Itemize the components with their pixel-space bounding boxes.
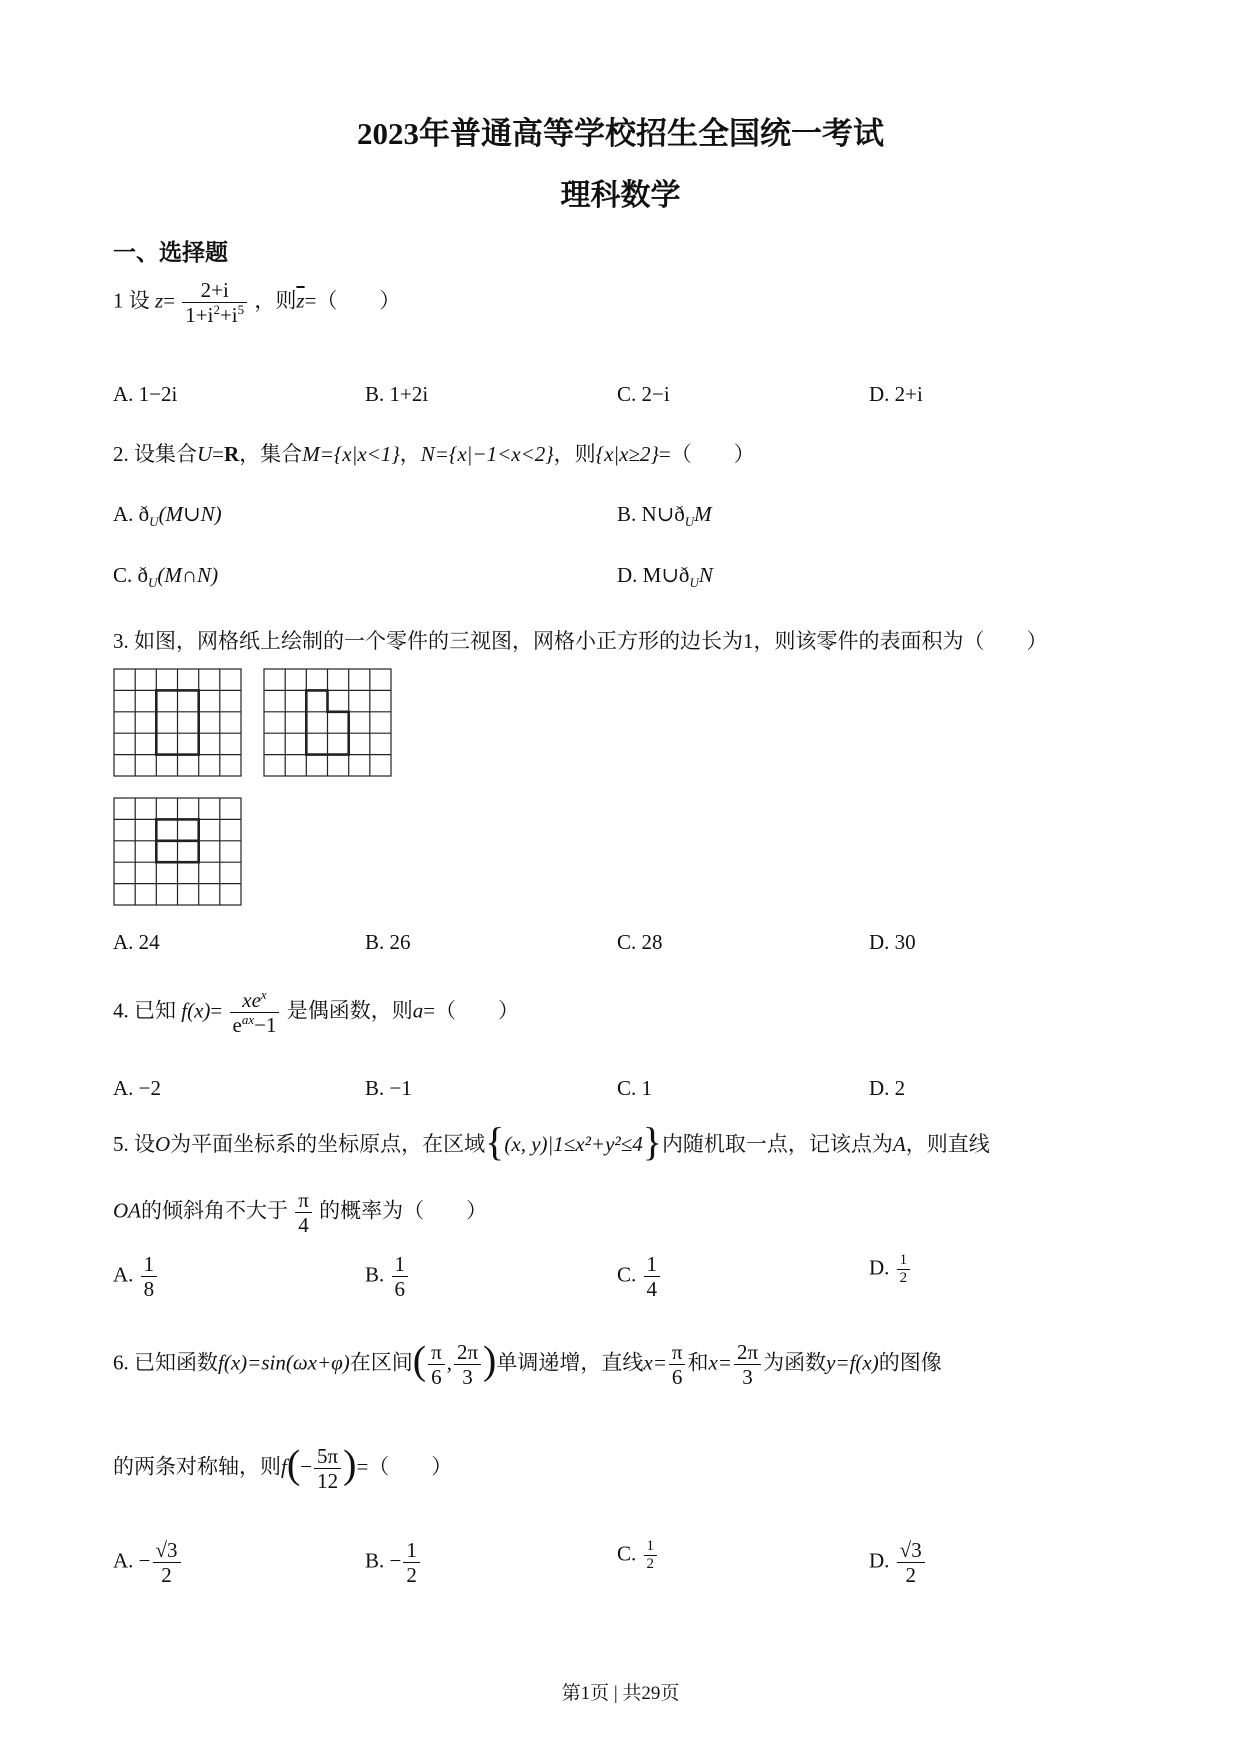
top-view-grid — [113, 797, 245, 909]
question-3: 3. 如图，网格纸上绘制的一个零件的三视图，网格小正方形的边长为1，则该零件的表面积为（ ） — [113, 629, 1048, 653]
q6-option-a[interactable]: A. − $\frac{√3}{2}$ — [113, 1538, 183, 1587]
q1-fraction: $\frac{2+i}{1+i^2+i^5}$ — [182, 278, 247, 327]
section-heading: 一、选择题 — [113, 240, 228, 265]
q3-option-c[interactable]: C. 28 — [617, 930, 663, 954]
q2-option-b[interactable]: B. $N\cup ð_UM$ — [617, 502, 712, 530]
q2-option-a[interactable]: A. $ð_U(M\cup N)$ — [113, 502, 222, 530]
q5-option-b[interactable]: B. $\frac{1}{6}$ — [365, 1252, 410, 1301]
q2-option-c[interactable]: C. $ð_U(M\cap N)$ — [113, 563, 219, 591]
var-z: z — [155, 288, 164, 313]
question-6-line-2: 的两条对称轴，则f(− $\frac{5\pi}{12}$ )=（ ） — [113, 1441, 453, 1494]
q1-option-c[interactable]: C. 2−i — [617, 382, 670, 406]
z-conjugate: $\overline{z}$ — [296, 288, 305, 313]
q6-option-b[interactable]: B. − $\frac{1}{2}$ — [365, 1538, 422, 1587]
q5-option-d[interactable]: D. $\frac{1}{2}$ — [869, 1252, 912, 1288]
q1-option-d[interactable]: D. 2+i — [869, 382, 923, 406]
q3-option-b[interactable]: B. 26 — [365, 930, 411, 954]
q6-option-d[interactable]: D. $\frac{√3}{2}$ — [869, 1538, 927, 1587]
question-6-line-1: 6. 已知函数f(x)=sin(ωx+φ)在区间( $\frac{\pi}{6}$ , $\frac{2\pi}{3}$ )单调递增，直线x= $\frac{\pi}{6}$ 和x= $\frac{2\pi}{3}$ 为函数y=f(x)的图像 — [113, 1337, 942, 1390]
page-footer: 第1页 | 共29页 — [561, 1683, 680, 1704]
question-5-line-1: 5. 设O为平面坐标系的坐标原点，在区域{(x, y)|1≤x²+y²≤4}内随机取一点，记该点为A，则直线 — [113, 1119, 990, 1164]
exam-title: 2023年普通高等学校招生全国统一考试 — [357, 116, 884, 151]
front-view-grid — [114, 669, 241, 776]
exam-subtitle: 理科数学 — [560, 179, 681, 212]
q3-option-a[interactable]: A. 24 — [113, 930, 160, 954]
side-view-grid — [264, 669, 391, 776]
q4-option-d[interactable]: D. 2 — [869, 1076, 906, 1100]
question-2: 2. 设集合U=R，集合M={x|x<1}，N={x|−1<x<2}，则{x|x≥2}=（ ） — [113, 442, 755, 466]
question-4: 4. 已知 f(x)= $\frac{xe^x}{e^{ax}-1}$ 是偶函数，则a=（ ） — [113, 987, 520, 1038]
q4-option-b[interactable]: B. −1 — [365, 1076, 412, 1100]
q3-option-d[interactable]: D. 30 — [869, 930, 916, 954]
q4-option-c[interactable]: C. 1 — [617, 1076, 653, 1100]
q2-option-d[interactable]: D. $M\cup ð_UN$ — [617, 563, 713, 591]
q1-option-b[interactable]: B. 1+2i — [365, 382, 429, 406]
q5-option-a[interactable]: A. $\frac{1}{8}$ — [113, 1252, 159, 1301]
question-1: 1 设 z= $\frac{2+i}{1+i^2+i^5}$ ，则$\overline{z}=$（ ） — [113, 278, 401, 328]
q4-option-a[interactable]: A. −2 — [113, 1076, 162, 1100]
q4-fraction: $\frac{xe^x}{e^{ax}-1}$ — [230, 988, 280, 1037]
q1-option-a[interactable]: A. 1−2i — [113, 382, 178, 406]
three-view-figure-top — [113, 668, 398, 780]
question-5-line-2: OA的倾斜角不大于 $\frac{\pi}{4}$ 的概率为（ ） — [113, 1188, 488, 1238]
q6-option-c[interactable]: C. $\frac{1}{2}$ — [617, 1538, 659, 1574]
q5-option-c[interactable]: C. $\frac{1}{4}$ — [617, 1252, 662, 1301]
